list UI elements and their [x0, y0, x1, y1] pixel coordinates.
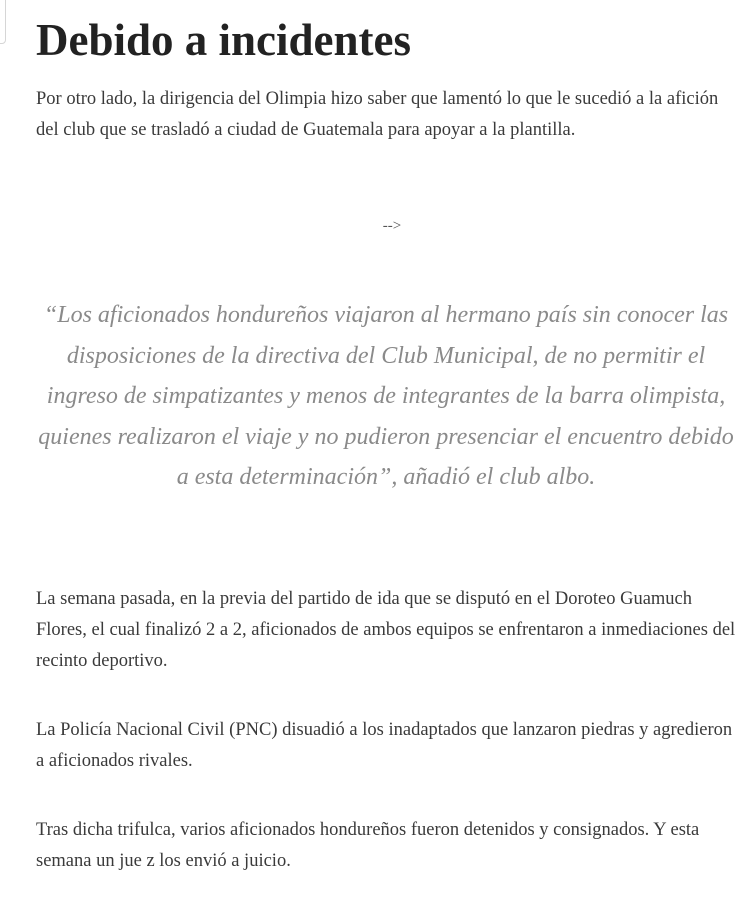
paragraph-detentions: Tras dicha trifulca, varios aficionados hondureños fueron detenidos y consignados. Y esta semana un jue z los envió a juicio. — [36, 820, 700, 871]
stray-comment-marker: --> — [382, 218, 402, 234]
pull-quote: “Los aficionados hondureños viajaron al hermano país sin conocer las disposiciones de la directiva del Club Municipal, de no permitir el ingreso de simpatizantes y menos de integrantes de la barra olimpista, quienes realizaron el viaje y no pudieron presenciar el encuentro debido a esta determinación”, añadió el club albo. — [38, 302, 734, 490]
paragraph-police: La Policía Nacional Civil (PNC) disuadió a los inadaptados que lanzaron piedras y agredieron a aficionados rivales. — [36, 720, 733, 771]
partial-widget-edge — [0, 0, 6, 44]
paragraph-olimpia-statement: Por otro lado, la dirigencia del Olimpia hizo saber que lamentó lo que le sucedió a la afición del club que se trasladó a ciudad de Guatemala para apoyar a la plantilla. — [36, 89, 719, 140]
section-heading: Debido a incidentes — [36, 15, 412, 65]
paragraph-previous-match: La semana pasada, en la previa del partido de ida que se disputó en el Doroteo Guamuch Flores, el cual finalizó 2 a 2, aficionados de ambos equipos se enfrentaron a inmediaciones del recinto deportivo. — [36, 589, 736, 671]
